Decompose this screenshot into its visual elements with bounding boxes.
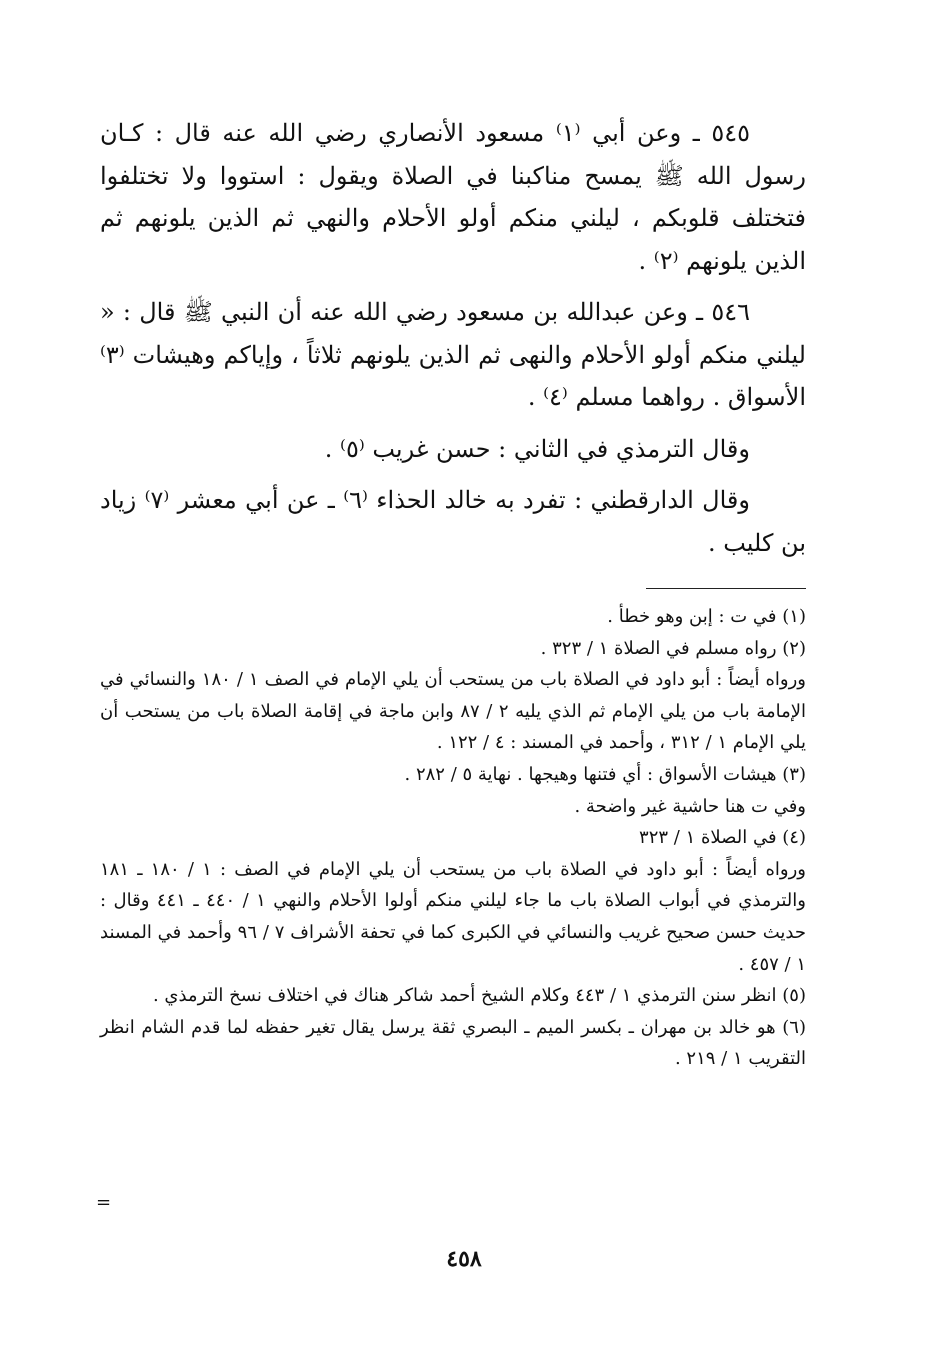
footnote-6: (٦) هو خالد بن مهران ـ بكسر الميم ـ البصري ثقة يرسل يقال تغير حفظه لما قدم الشام انظر التقريب ١ / ٢١٩ .	[100, 1016, 806, 1070]
tirmidhi-remark: وقال الترمذي في الثاني : حسن غريب ⁽٥⁾ .	[324, 434, 750, 463]
footnote-3-continued: وفي ت هنا حاشية غير واضحة .	[574, 795, 806, 817]
footnote-2-continued: ورواه أيضاً : أبو داود في الصلاة باب من يستحب أن يلي الإمام في الصف ١ / ١٨٠ والنسائي في الإمامة باب من يلي الإمام ثم الذي يليه ٢ / ٨٧ وابن ماجة في إقامة الصلاة باب من يستحب أن يلي الإمام ١ / ٣١٢ ، وأحمد في المسند : ٤ / ١٢٢ .	[100, 669, 806, 754]
hadith-545: ٥٤٥ ـ وعن أبي ⁽١⁾ مسعود الأنصاري رضي الله عنه قال : كـان رسول الله ﷺ يمسح مناكبنا في الصلاة ويقول : استووا ولا تختلفوا فتختلف قلوبكم ، ليلني منكم أولو الأحلام والنهي ثم الذين يلونهم ثم الذين يلونهم ⁽٢⁾ .	[100, 119, 807, 275]
footnote-4: (٤) في الصلاة ١ / ٣٢٣	[639, 827, 806, 849]
footnote-4-continued: ورواه أيضاً : أبو داود في الصلاة باب من يستحب أن يلي الإمام في الصف : ١ / ١٨٠ ـ ١٨١ والترمذي في أبواب الصلاة باب ما جاء ليلني منكم أولوا الأحلام والنهي ١ / ٤٤٠ ـ ٤٤١ وقال : حديث حسن صحيح غريب والنسائي في الكبرى كما في تحفة الأشراف ٧ / ٩٦ وأحمد في المسند ١ / ٤٥٧ .	[100, 858, 806, 975]
page-number: ٤٥٨	[446, 1246, 482, 1272]
footnote-3: (٣) هيشات الأسواق : أي فتنها وهيجها . نهاية ٥ / ٢٨٢ .	[404, 763, 806, 785]
footnote-1: (١) في ت : إبن وهو خطأ .	[607, 606, 806, 627]
footnote-5: (٥) انظر سنن الترمذي ١ / ٤٤٣ وكلام الشيخ أحمد شاكر هناك في اختلاف نسخ الترمذي .	[152, 985, 806, 1007]
hadith-546: ٥٤٦ ـ وعن عبدالله بن مسعود رضي الله عنه أن النبي ﷺ قال : « ليلني منكم أولو الأحلام والنهى ثم الذين يلونهم ثلاثاً ، وإياكم وهيشات ⁽٣⁾ الأسواق . رواهما مسلم ⁽٤⁾ .	[100, 298, 806, 411]
daraqutni-remark: وقال الدارقطني : تفرد به خالد الحذاء ⁽٦⁾ ـ عن أبي معشر ⁽٧⁾ زياد بن كليب .	[100, 486, 806, 557]
footnote-divider	[646, 588, 806, 589]
page-body	[100, 112, 806, 1075]
margin-mark: =	[96, 1192, 112, 1213]
footnotes	[100, 601, 806, 1075]
main-text	[100, 112, 806, 564]
footnote-2: (٢) رواه مسلم في الصلاة ١ / ٣٢٣ .	[540, 637, 806, 659]
